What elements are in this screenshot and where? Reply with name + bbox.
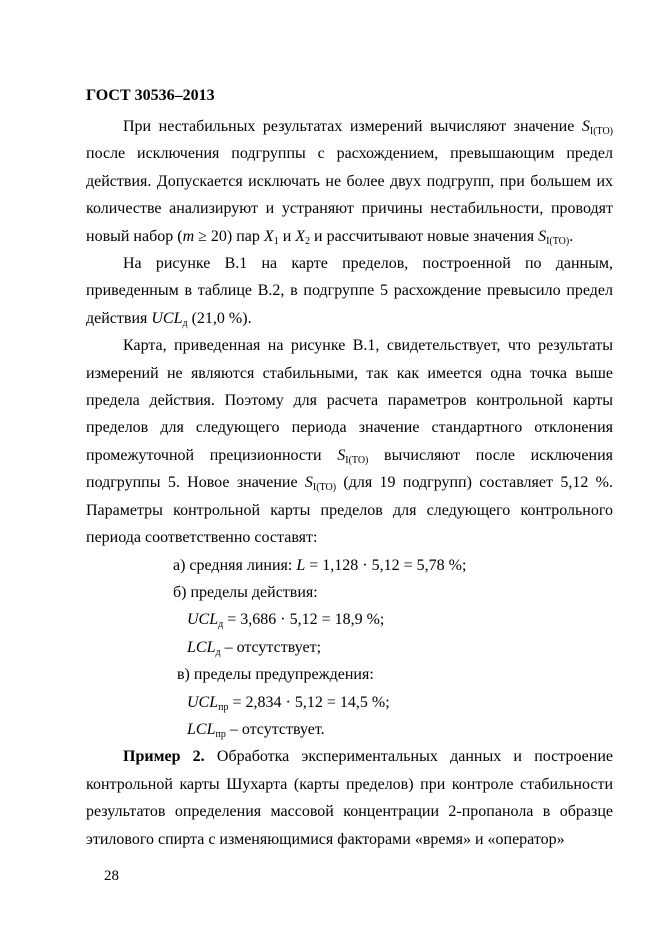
list-item-b: б) пределы действия:: [173, 583, 318, 601]
subscript: пр: [218, 701, 229, 713]
text-run: = 3,686 · 5,12 = 18,9 %;: [223, 611, 385, 629]
list-item-c: в) пределы предупреждения:: [177, 666, 374, 684]
text-run: Обработка экспериментальных данных и построение контрольной карты Шухарта (карты пределов) при контроле стабильности результатов определения массовой концентрации 2-пропанола в образце этилового спирта с изменяющимися факторами «время» и «оператор»: [86, 748, 613, 848]
text-run: вычисляют после исключения подгруппы 5. Новое значение: [86, 446, 613, 492]
subscript: I(TO): [589, 126, 613, 137]
subscript: I(TO): [546, 235, 570, 247]
symbol-s: S: [304, 474, 313, 492]
text-run: и рассчитывают новые значения: [310, 227, 539, 245]
subscript: 2: [305, 235, 311, 247]
subscript: I(TO): [345, 454, 369, 466]
text-run: .: [569, 227, 574, 245]
list-item-b1: [86, 606, 613, 633]
subscript: 1: [273, 235, 279, 247]
list-item-a: [86, 552, 613, 579]
paragraph-1: [86, 113, 613, 250]
symbol-lcl: LCL: [187, 638, 216, 656]
document-body: [86, 113, 613, 853]
text-run: (21,0 %).: [187, 309, 252, 327]
symbol-x2: X: [295, 227, 306, 245]
text-run: При нестабильных результатах измерений вычисляют значение: [123, 118, 582, 135]
symbol-s: S: [337, 446, 346, 464]
paragraph-3: [86, 332, 613, 551]
paragraph-2: [86, 250, 613, 332]
subscript: пр: [215, 728, 226, 740]
text-run: Карта, приведенная на рисунке В.1, свидетельствует, что результаты измерений не являются стабильными, так как имеется одна точка выше предела действия. Поэтому для расчета параметров контрольной карты пределов для следующего периода значение стандартного отклонения промежуточной прецизионности: [86, 337, 613, 464]
list-item-b2: [86, 634, 613, 661]
text-run: а) средняя линия:: [173, 556, 297, 574]
symbol-x1: X: [263, 227, 274, 245]
text-run: после исключения подгруппы с расхождением, превышающим предел действия. Допускается исключать не более двух подгрупп, при большем их количестве анализируют и устраняют причины нестабильности, проводят новый набор (: [86, 145, 613, 245]
parameter-list: [86, 552, 613, 744]
subscript: д: [218, 619, 224, 631]
symbol-ucl: UCL: [187, 611, 219, 629]
document-header: ГОСТ 30536–2013: [86, 87, 215, 104]
symbol-s: S: [581, 118, 590, 135]
symbol-ucl: UCL: [187, 693, 219, 711]
text-run: и: [278, 227, 296, 245]
symbol-l: L: [296, 556, 306, 574]
text-run: На рисунке В.1 на карте пределов, построенной по данным, приведенным в таблице В.2, в подгруппе 5 расхождение превысило предел действия: [86, 255, 613, 327]
text-run: = 1,128 · 5,12 = 5,78 %;: [305, 556, 467, 574]
text-run: – отсутствует.: [225, 720, 325, 738]
symbol-lcl: LCL: [187, 720, 216, 738]
text-run: = 2,834 · 5,12 = 14,5 %;: [228, 693, 390, 711]
text-run: ≥ 20) пар: [194, 227, 264, 245]
text-run: – отсутствует;: [220, 638, 322, 656]
symbol-m: m: [182, 227, 195, 245]
subscript: д: [215, 646, 221, 658]
example-label: Пример 2.: [123, 748, 205, 766]
symbol-s: S: [538, 227, 547, 245]
list-item-c2: [86, 716, 613, 743]
subscript: д: [182, 317, 188, 329]
text-run: (для 19 подгрупп) составляет 5,12 %. Параметры контрольной карты пределов для следующего контрольного периода соответственно составят:: [86, 474, 613, 547]
symbol-ucl: UCL: [151, 309, 183, 327]
page-number: 28: [104, 868, 119, 884]
list-item-c1: [86, 689, 613, 716]
paragraph-4: [86, 743, 613, 853]
subscript: I(TO): [312, 482, 337, 494]
